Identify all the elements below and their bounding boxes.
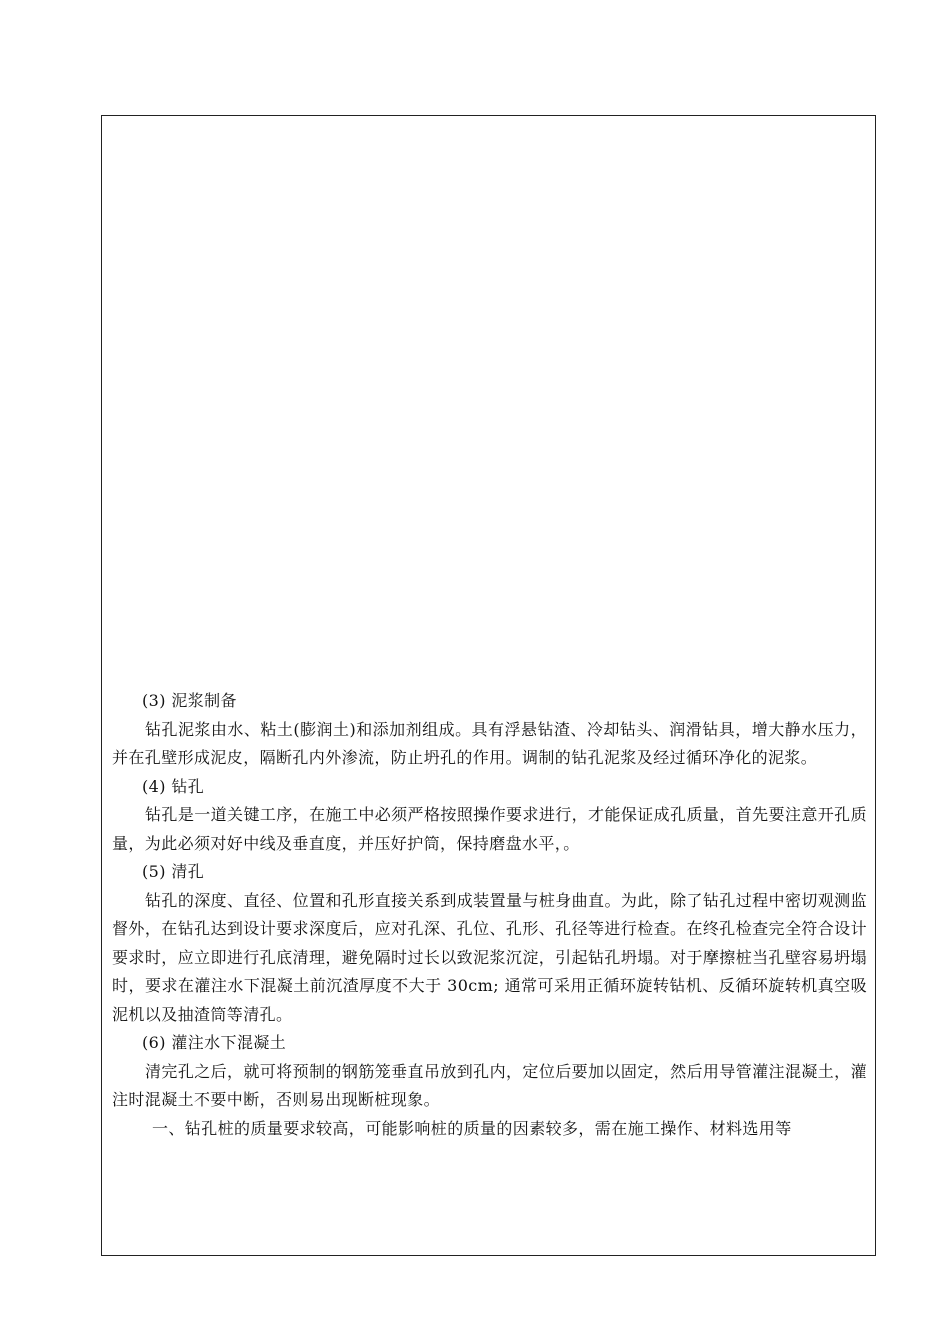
- paragraph-quality-requirements: 一、钻孔桩的质量要求较高，可能影响桩的质量的因素较多，需在施工操作、材料选用等: [152, 1118, 792, 1138]
- paragraph-hole-cleaning: 钻孔的深度、直径、位置和孔形直接关系到成装置量与桩身曲直。为此，除了钻孔过程中密切观测监督外，在钻孔达到设计要求深度后，应对孔深、孔位、孔形、孔径等进行检查。在终孔检查完全符合设计要求时，应立即进行孔底清理，避免隔时过长以致泥浆沉淀，引起钻孔坍塌。对于摩擦桩当孔壁容易坍塌时，要求在灌注水下混凝土前沉渣厚度不大于 30cm; 通常可采用正循环旋转钻机、反循环旋转机真空吸泥机以及抽渣筒等清孔。: [112, 890, 867, 1024]
- paragraph-underwater-concrete: 清完孔之后，就可将预制的钢筋笼垂直吊放到孔内，定位后要加以固定，然后用导管灌注混凝土，灌注时混凝土不要中断，否则易出现断桩现象。: [112, 1061, 867, 1109]
- heading-underwater-concrete: (6) 灌注水下混凝土: [142, 1033, 287, 1052]
- document-content: [112, 687, 867, 1143]
- paragraph-drilling: 钻孔是一道关键工序，在施工中必须严格按照操作要求进行，才能保证成孔质量，首先要注意开孔质量，为此必须对好中线及垂直度，并压好护筒，保持磨盘水平，。: [112, 805, 867, 853]
- document-frame: [101, 115, 876, 1256]
- heading-drilling: (4) 钻孔: [142, 776, 205, 796]
- heading-hole-cleaning: (5) 清孔: [142, 862, 205, 881]
- heading-mud-preparation: (3) 泥浆制备: [142, 691, 237, 710]
- paragraph-mud-preparation: 钻孔泥浆由水、粘土(膨润土)和添加剂组成。具有浮悬钻渣、冷却钻头、润滑钻具，增大静水压力，并在孔壁形成泥皮，隔断孔内外渗流，防止坍孔的作用。调制的钻孔泥浆及经过循环净化的泥浆。: [112, 719, 867, 767]
